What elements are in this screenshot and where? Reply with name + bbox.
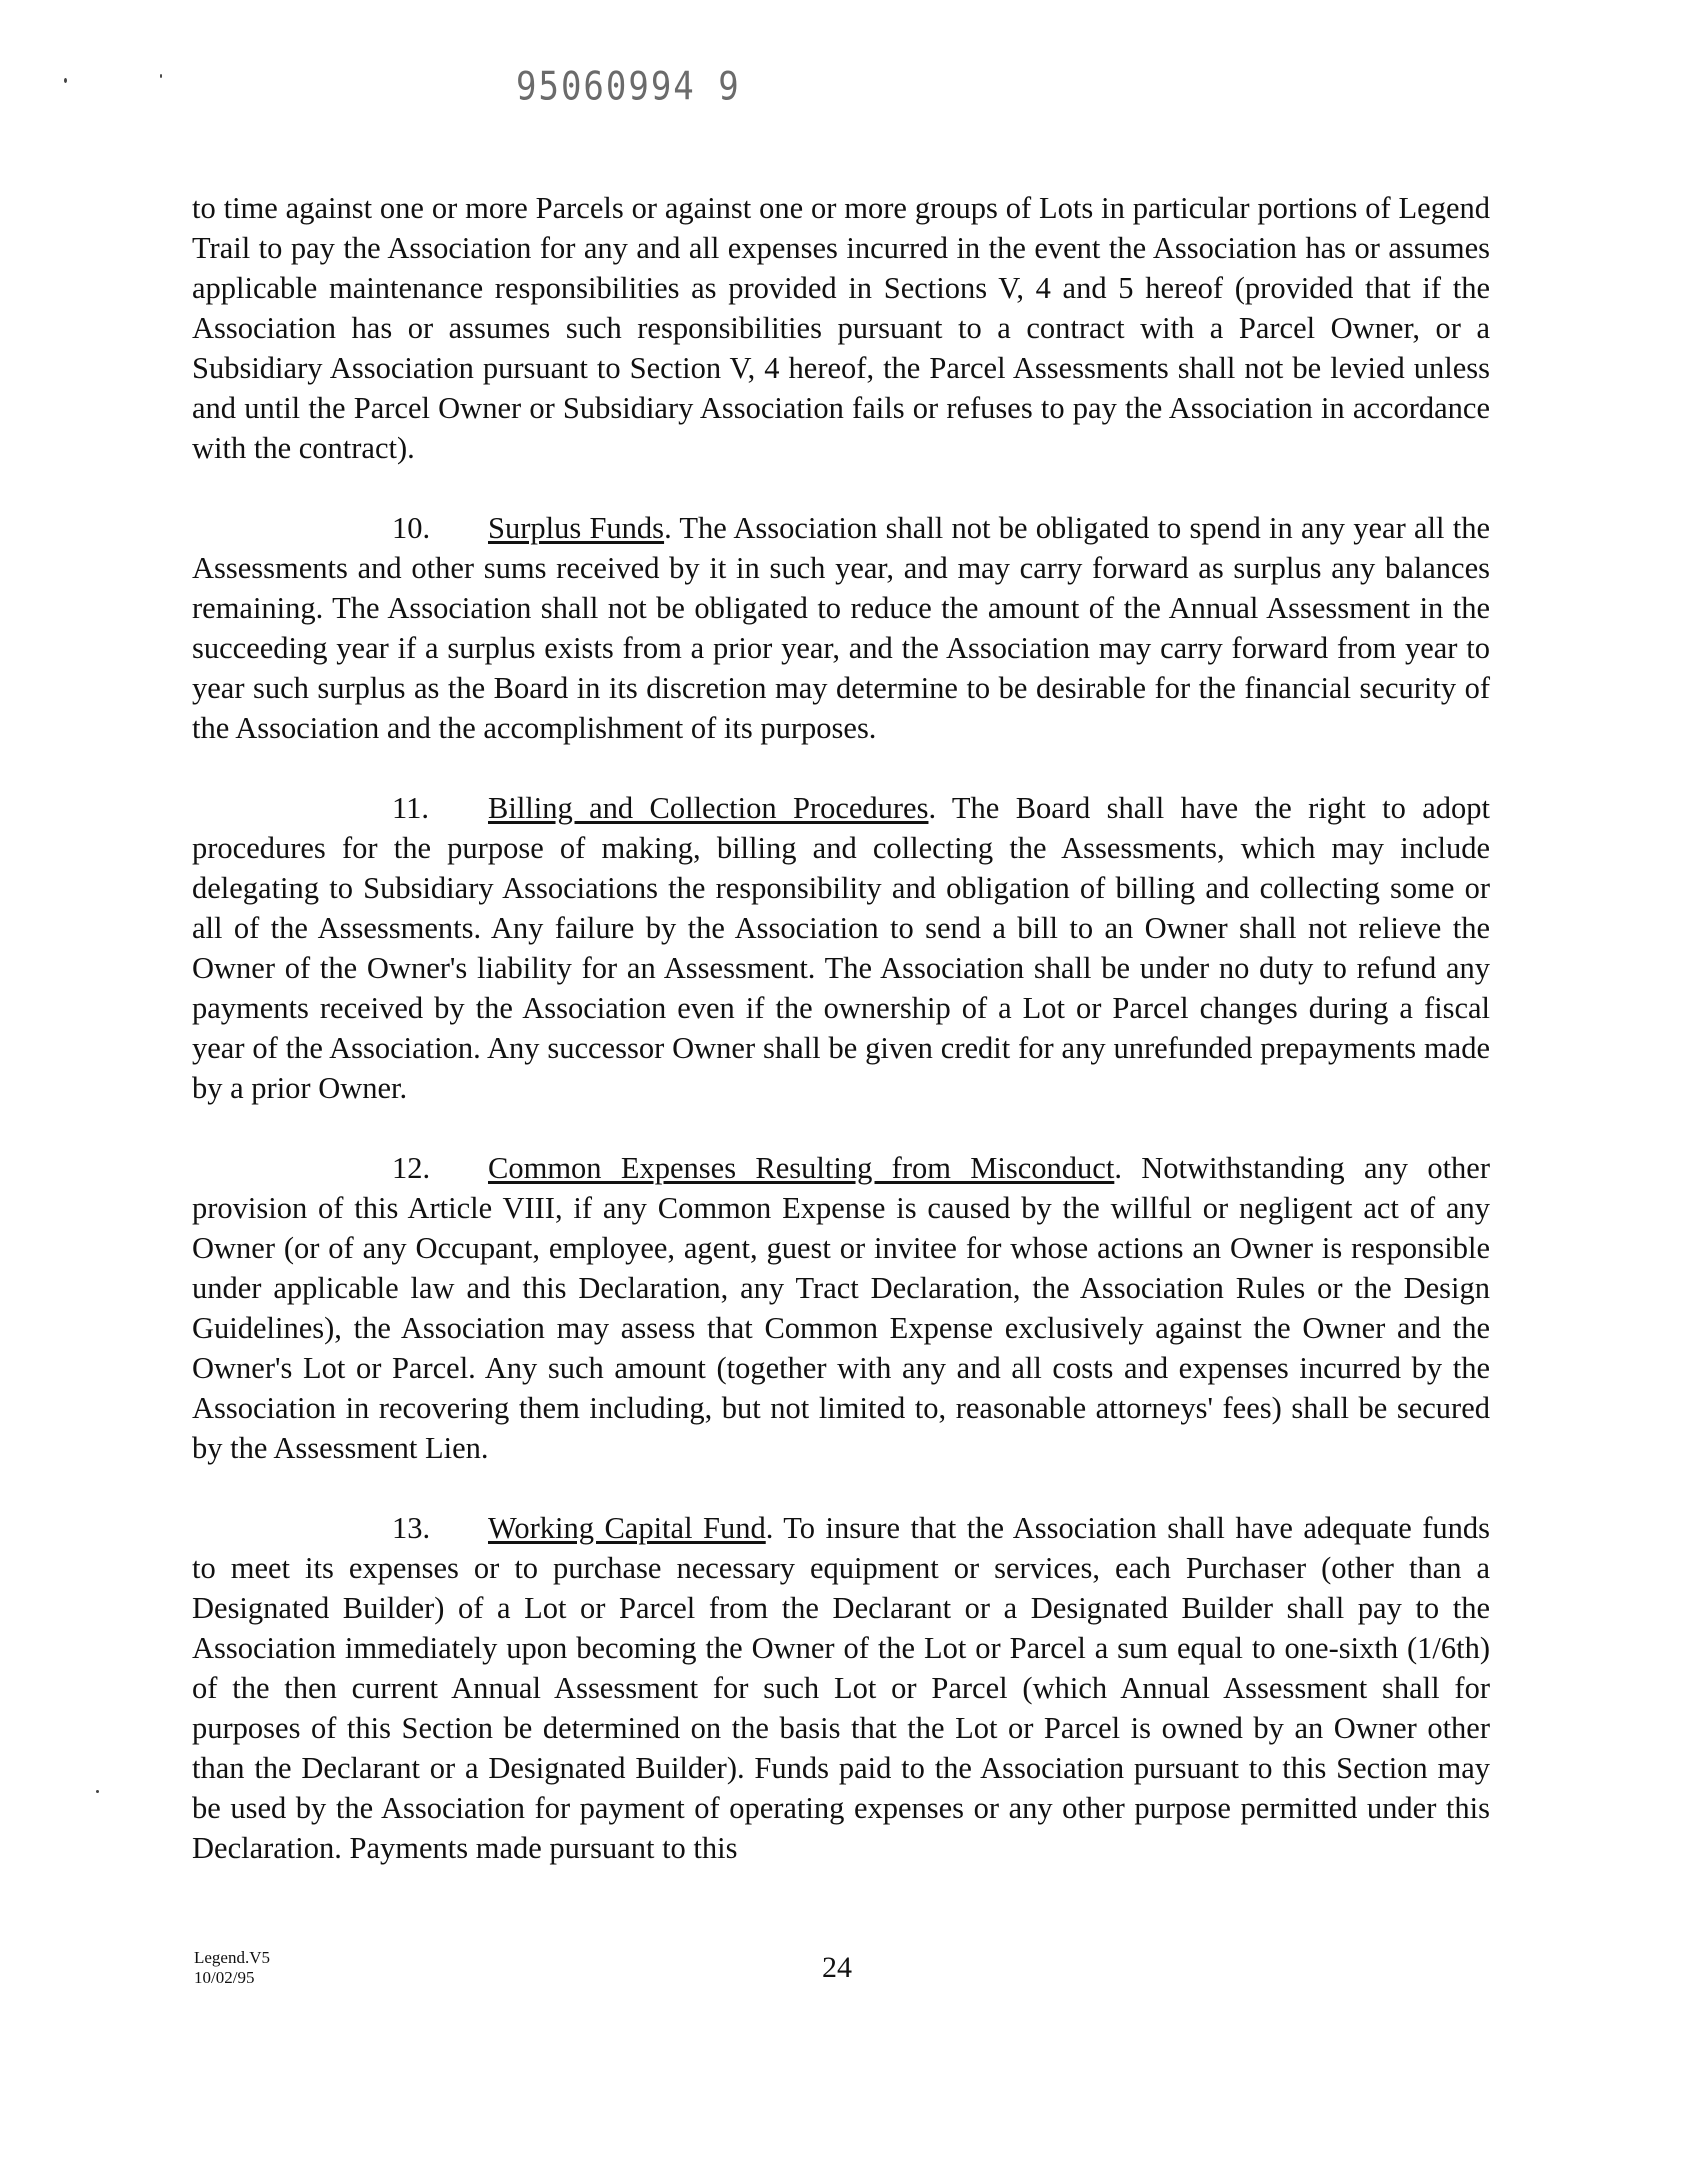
intro-paragraph: to time against one or more Parcels or against one or more groups of Lots in particular portions of Legend Trail to pay the Association for any and all expenses incurred in the event the Association has or assumes applicable maintenance responsibilities as provided in Sections V, 4 and 5 hereof (provided that if the Association has or assumes such responsibilities pursuant to a contract with a Parcel Owner, or a Subsidiary Association pursuant to Section V, 4 hereof, the Parcel Assessments shall not be levied unless and until the Parcel Owner or Subsidiary Association fails or refuses to pay the Association in accordance with the contract). bbox=[192, 191, 1490, 465]
section-number: 12. bbox=[392, 1151, 431, 1185]
footer-file-info bbox=[194, 1948, 270, 1988]
scan-speck bbox=[160, 74, 162, 78]
section-heading: Common Expenses Resulting from Misconduct bbox=[488, 1151, 1115, 1185]
section-10-paragraph bbox=[192, 508, 1490, 748]
section-number: 11. bbox=[392, 791, 429, 825]
section-text: . To insure that the Association shall have adequate funds to meet its expenses or to purchase necessary equipment or services, each Purchaser (other than a Designated Builder) of a Lot or Parcel from the Declarant or a Designated Builder shall pay to the Association immediately upon becoming the Owner of the Lot or Parcel a sum equal to one-sixth (1/6th) of the then current Annual Assessment for such Lot or Parcel (which Annual Assessment shall for purposes of this Section be determined on the basis that the Lot or Parcel is owned by an Owner other than the Declarant or a Designated Builder). Funds paid to the Association pursuant to this Section may be used by the Association for payment of operating expenses or any other purpose permitted under this Declaration. Payments made pursuant to this bbox=[192, 1511, 1491, 1865]
scan-speck bbox=[96, 1790, 99, 1793]
document-stamp-number: 95060994 9 bbox=[516, 64, 741, 110]
section-heading: Billing and Collection Procedures bbox=[488, 791, 929, 825]
section-text: . The Board shall have the right to adopt procedures for the purpose of making, billing and collecting the Assessments, which may include delegating to Subsidiary Associations the responsibility and obligation of billing and collecting some or all of the Assessments. Any failure by the Association to send a bill to an Owner shall not relieve the Owner of the Owner's liability for an Assessment. The Association shall be under no duty to refund any payments received by the Association even if the ownership of a Lot or Parcel changes during a fiscal year of the Association. Any successor Owner shall be given credit for any unrefunded prepayments made by a prior Owner. bbox=[192, 791, 1490, 1105]
footer-date: 10/02/95 bbox=[194, 1968, 255, 1987]
section-number: 10. bbox=[392, 511, 431, 545]
section-11-paragraph bbox=[192, 788, 1490, 1108]
section-text: . The Association shall not be obligated to spend in any year all the Assessments and other sums received by it in such year, and may carry forward as surplus any balances remaining. The Association shall not be obligated to reduce the amount of the Annual Assessment in the succeeding year if a surplus exists from a prior year, and the Association may carry forward from year to year such surplus as the Board in its discretion may determine to be desirable for the financial security of the Association and the accomplishment of its purposes. bbox=[192, 511, 1490, 745]
section-heading: Working Capital Fund bbox=[488, 1511, 766, 1545]
scan-speck bbox=[64, 78, 67, 83]
page-number: 24 bbox=[822, 1951, 852, 1984]
footer-file-label: Legend.V5 bbox=[194, 1948, 271, 1967]
section-12-paragraph bbox=[192, 1148, 1490, 1468]
section-13-paragraph bbox=[192, 1508, 1490, 1868]
body-text bbox=[192, 188, 1490, 1908]
section-number: 13. bbox=[392, 1511, 431, 1545]
section-heading: Surplus Funds bbox=[488, 511, 665, 545]
section-text: . Notwithstanding any other provision of this Article VIII, if any Common Expense is caused by the willful or negligent act of any Owner (or of any Occupant, employee, agent, guest or invitee for whose actions an Owner is responsible under applicable law and this Declaration, any Tract Declaration, the Association Rules or the Design Guidelines), the Association may assess that Common Expense exclusively against the Owner and the Owner's Lot or Parcel. Any such amount (together with any and all costs and expenses incurred by the Association in recovering them including, but not limited to, reasonable attorneys' fees) shall be secured by the Assessment Lien. bbox=[192, 1151, 1490, 1465]
